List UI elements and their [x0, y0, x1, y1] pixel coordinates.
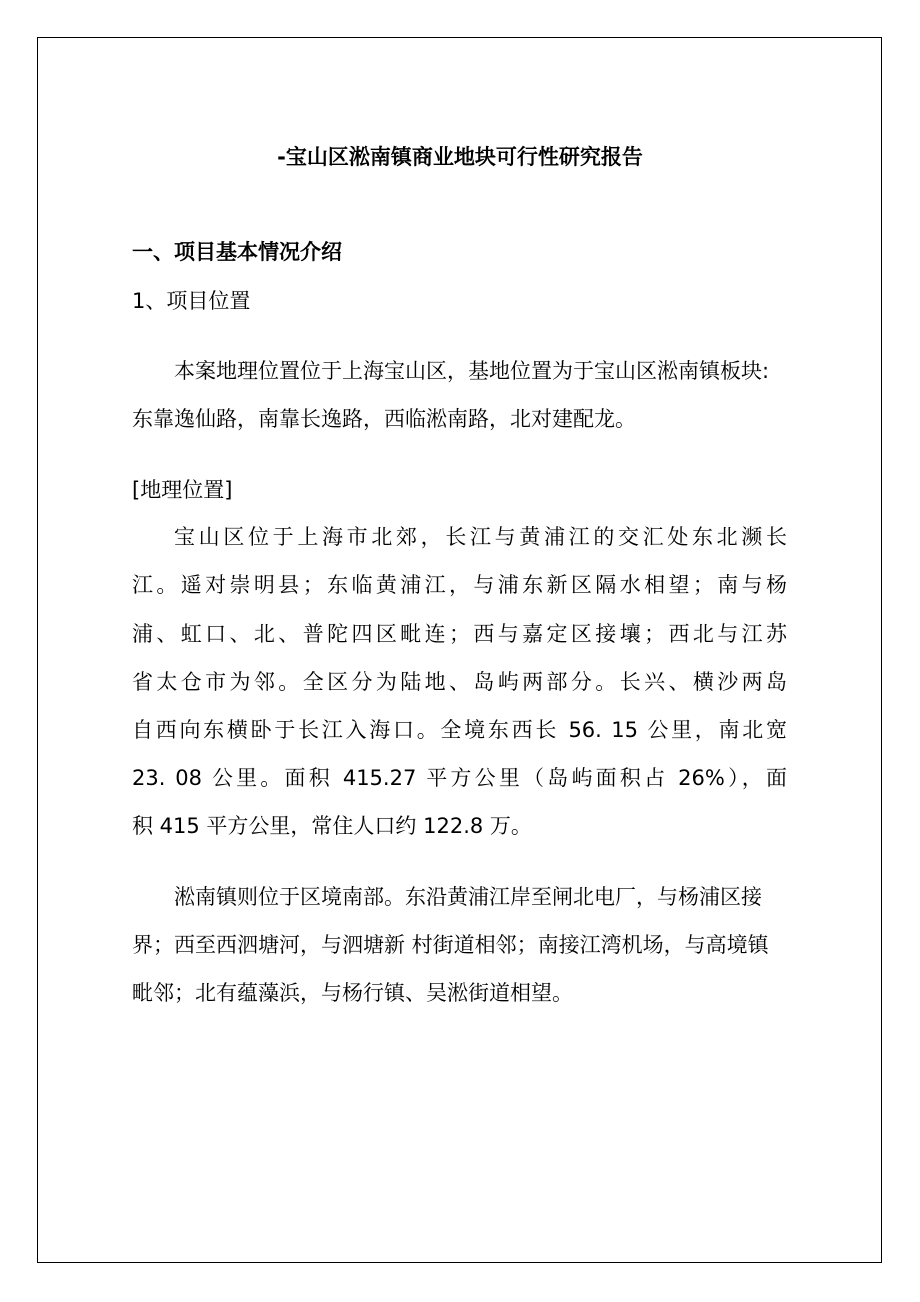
- document-title: -宝山区淞南镇商业地块可行性研究报告: [277, 145, 643, 169]
- paragraph-songnan-line: 界；西至西泗塘河，与泗塘新 村街道相邻；南接江湾机场，与高境镇: [132, 933, 769, 957]
- page-frame: [37, 37, 882, 1263]
- paragraph-songnan-line: 淞南镇则位于区境南部。东沿黄浦江岸至闸北电厂，与杨浦区接: [174, 885, 762, 909]
- paragraph-geo-line: 省太仓市为邻。全区分为陆地、岛屿两部分。长兴、横沙两岛: [132, 670, 787, 694]
- paragraph-songnan-line: 毗邻；北有蕴藻浜，与杨行镇、吴淞街道相望。: [132, 981, 573, 1005]
- paragraph-geo-line: 宝山区位于上海市北郊，长江与黄浦江的交汇处东北濒长: [174, 525, 787, 549]
- geo-label: [地理位置]: [132, 478, 233, 502]
- subsection-heading: 1、项目位置: [132, 289, 251, 313]
- paragraph-geo-line: 自西向东横卧于长江入海口。全境东西长 56. 15 公里，南北宽: [132, 718, 787, 742]
- paragraph-geo-line: 23. 08 公里。面积 415.27 平方公里（岛屿面积占 26%），面: [132, 766, 787, 790]
- section-heading: 一、项目基本情况介绍: [132, 240, 342, 264]
- paragraph-geo-line: 积 415 平方公里，常住人口约 122.8 万。: [132, 814, 532, 838]
- paragraph-geo-line: 江。遥对崇明县；东临黄浦江，与浦东新区隔水相望；南与杨: [132, 573, 787, 597]
- paragraph-location-line: 东靠逸仙路，南靠长逸路，西临淞南路，北对建配龙。: [132, 407, 636, 431]
- paragraph-location-line: 本案地理位置位于上海宝山区，基地位置为于宝山区淞南镇板块:: [174, 359, 770, 383]
- paragraph-geo-line: 浦、虹口、北、普陀四区毗连；西与嘉定区接壤；西北与江苏: [132, 622, 787, 646]
